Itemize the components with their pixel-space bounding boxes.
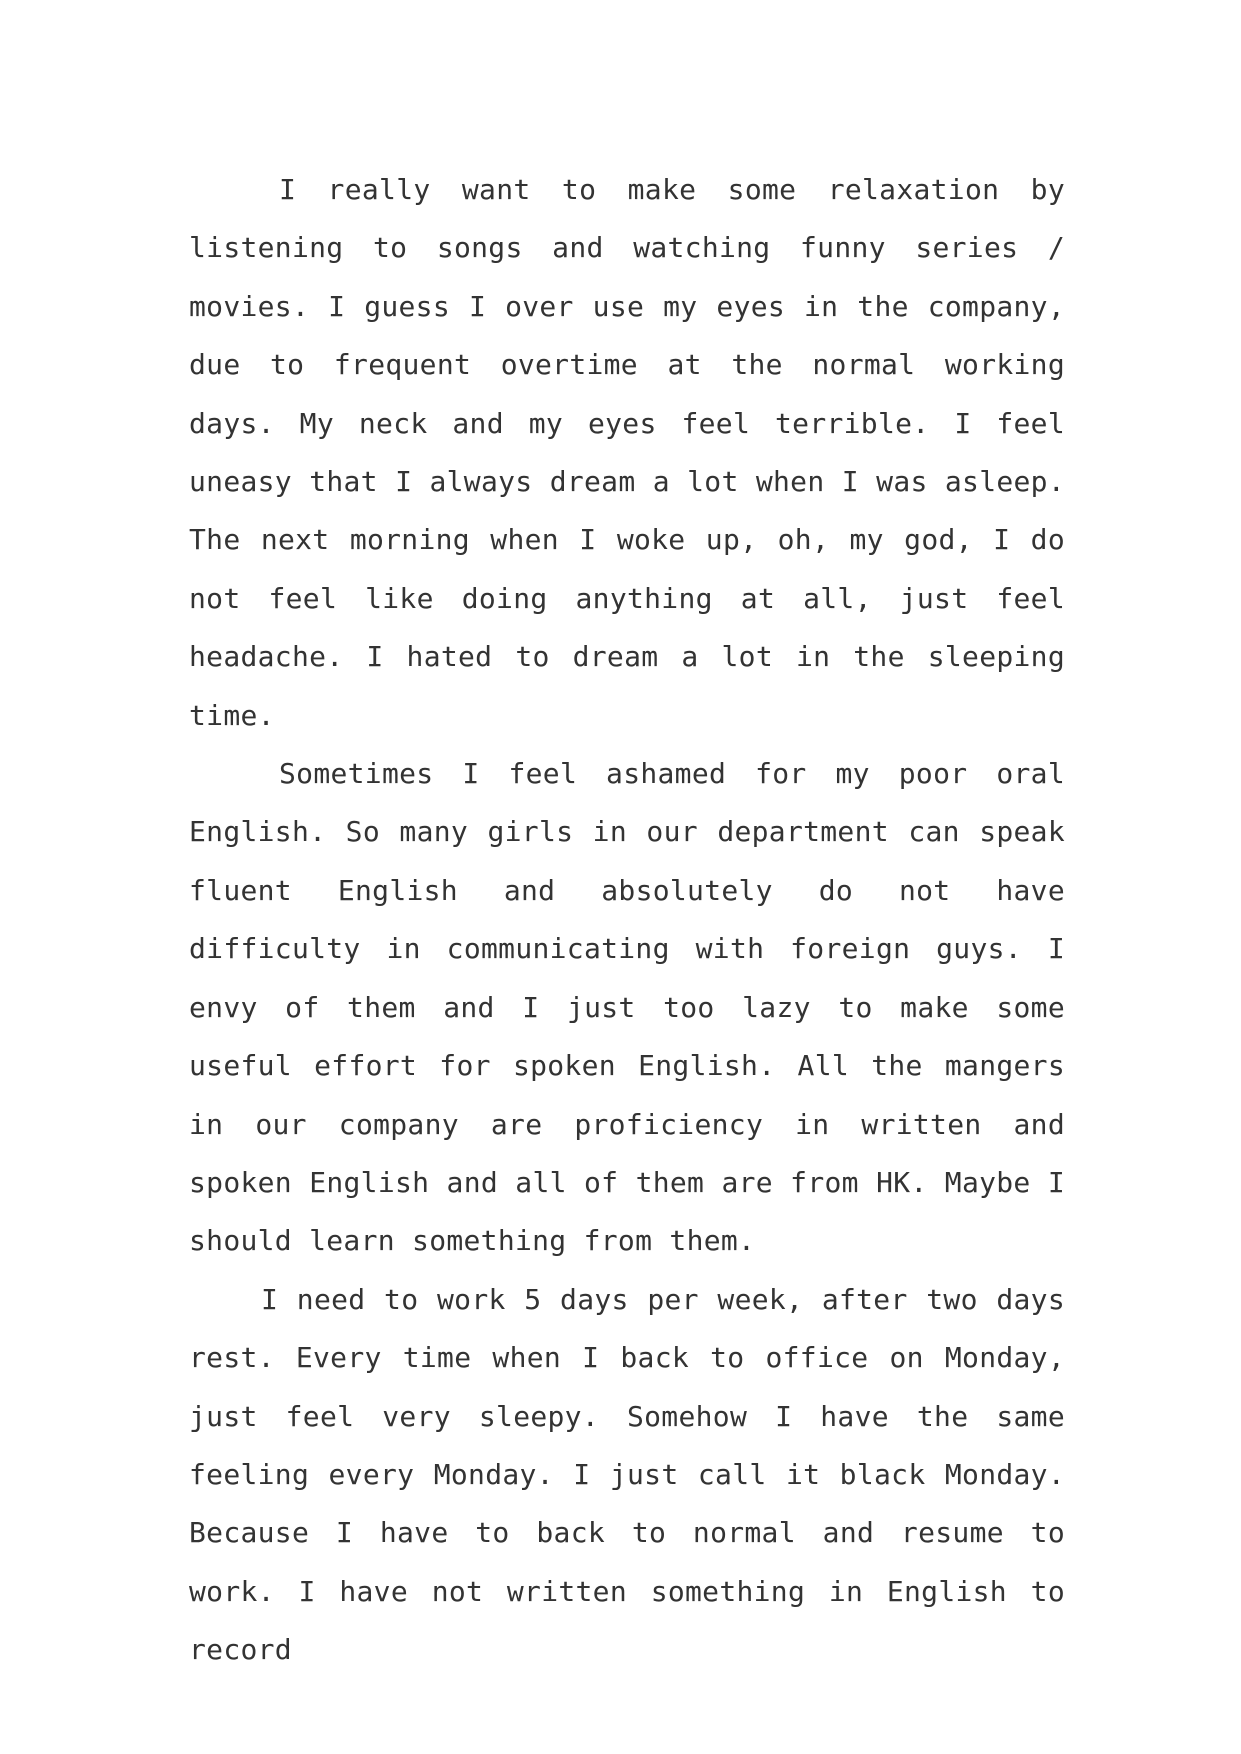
paragraph-2: Sometimes I feel ashamed for my poor oral English. So many girls in our department can speak fluent English and absolutely do not have difficulty in communicating with foreign guys. I envy of them and I just too lazy to make some useful effort for spoken English. All the mangers in our company are proficiency in written and spoken English and all of them are from HK. Maybe I should learn something from them. [189, 757, 1065, 1258]
paragraph-1: I really want to make some relaxation by listening to songs and watching funny series / movies. I guess I over use my eyes in the company, due to frequent overtime at the normal working days. My neck and my eyes feel terrible. I feel uneasy that I always dream a lot when I was asleep. The next morning when I woke up, oh, my god, I do not feel like doing anything at all, just feel headache. I hated to dream a lot in the sleeping time. [189, 173, 1065, 732]
paragraph-3: I need to work 5 days per week, after two days rest. Every time when I back to office on Monday, just feel very sleepy. Somehow I have the same feeling every Monday. I just call it black Monday. Because I have to back to normal and resume to work. I have not written something in English to record [189, 1282, 1065, 1667]
document-body [189, 161, 1065, 1680]
